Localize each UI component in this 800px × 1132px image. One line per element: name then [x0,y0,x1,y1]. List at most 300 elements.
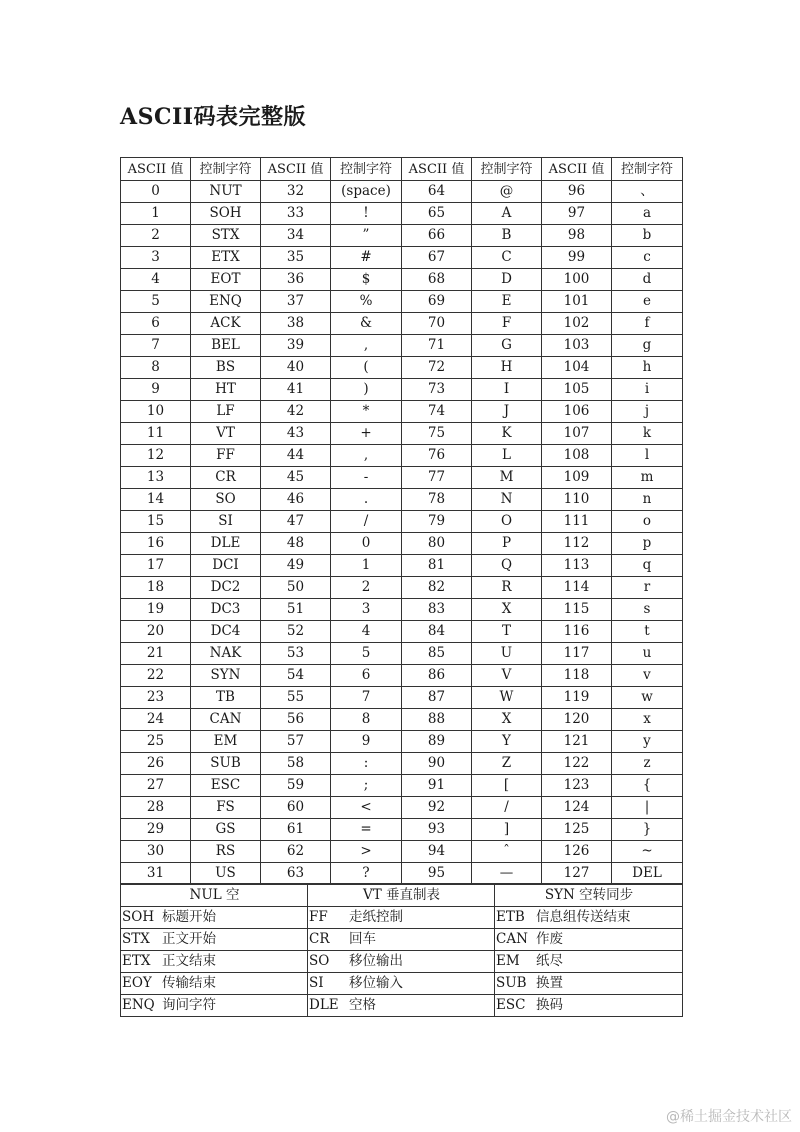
ascii-value-cell: 104 [542,357,612,379]
table-row [121,863,683,885]
legend-header: SYN 空转同步 [495,884,683,907]
legend-description: 回车 [349,931,376,947]
character-cell: , [331,445,402,467]
character-cell: K [472,423,542,445]
legend-code: SOH [122,909,155,925]
legend-cell [121,907,308,929]
column-header: ASCII 值 [121,158,191,181]
ascii-value-cell: 70 [402,313,472,335]
table-row [121,445,683,467]
character-cell: < [331,797,402,819]
ascii-value-cell: 3 [121,247,191,269]
ascii-value-cell: 74 [402,401,472,423]
legend-cell [495,907,683,929]
legend-cell [308,951,495,973]
character-cell: ” [331,225,402,247]
ascii-value-cell: 91 [402,775,472,797]
character-cell: p [612,533,683,555]
character-cell: 6 [331,665,402,687]
ascii-value-cell: 101 [542,291,612,313]
ascii-value-cell: 73 [402,379,472,401]
ascii-value-cell: 67 [402,247,472,269]
column-header: 控制字符 [331,158,402,181]
character-cell: 4 [331,621,402,643]
legend-description: 移位输入 [349,975,403,991]
legend-row [121,973,683,995]
character-cell: l [612,445,683,467]
character-cell: ; [331,775,402,797]
ascii-value-cell: 36 [261,269,331,291]
ascii-value-cell: 92 [402,797,472,819]
ascii-value-cell: 32 [261,181,331,203]
ascii-value-cell: 89 [402,731,472,753]
character-cell: ESC [191,775,261,797]
character-cell: W [472,687,542,709]
table-row [121,291,683,313]
ascii-value-cell: 125 [542,819,612,841]
character-cell: . [331,489,402,511]
ascii-value-cell: 25 [121,731,191,753]
character-cell: D [472,269,542,291]
character-cell: = [331,819,402,841]
ascii-value-cell: 110 [542,489,612,511]
character-cell: DC4 [191,621,261,643]
character-cell: SUB [191,753,261,775]
character-cell: c [612,247,683,269]
ascii-value-cell: 78 [402,489,472,511]
character-cell: SO [191,489,261,511]
table-body [121,181,683,885]
character-cell: A [472,203,542,225]
legend-header: VT 垂直制表 [308,884,495,907]
ascii-value-cell: 63 [261,863,331,885]
character-cell: I [472,379,542,401]
character-cell: f [612,313,683,335]
ascii-value-cell: 56 [261,709,331,731]
ascii-value-cell: 77 [402,467,472,489]
character-cell: 0 [331,533,402,555]
ascii-value-cell: 11 [121,423,191,445]
character-cell: a [612,203,683,225]
ascii-value-cell: 85 [402,643,472,665]
legend-cell [121,951,308,973]
ascii-value-cell: 61 [261,819,331,841]
character-cell: EOT [191,269,261,291]
character-cell: } [612,819,683,841]
ascii-value-cell: 54 [261,665,331,687]
character-cell: g [612,335,683,357]
table-row [121,401,683,423]
ascii-value-cell: 97 [542,203,612,225]
ascii-value-cell: 19 [121,599,191,621]
character-cell: 5 [331,643,402,665]
character-cell: : [331,753,402,775]
ascii-value-cell: 90 [402,753,472,775]
character-cell: B [472,225,542,247]
legend-code: STX [122,931,150,947]
character-cell: 、 [612,181,683,203]
character-cell: w [612,687,683,709]
legend-description: 换置 [536,975,563,991]
character-cell: Z [472,753,542,775]
table-row [121,753,683,775]
table-row [121,599,683,621]
ascii-value-cell: 121 [542,731,612,753]
character-cell: ] [472,819,542,841]
character-cell: / [331,511,402,533]
table-row [121,819,683,841]
ascii-value-cell: 49 [261,555,331,577]
table-row [121,621,683,643]
ascii-value-cell: 39 [261,335,331,357]
legend-cell [308,973,495,995]
character-cell: q [612,555,683,577]
ascii-value-cell: 103 [542,335,612,357]
ascii-value-cell: 113 [542,555,612,577]
legend-row [121,907,683,929]
ascii-value-cell: 12 [121,445,191,467]
character-cell: ! [331,203,402,225]
character-cell: ENQ [191,291,261,313]
character-cell: TB [191,687,261,709]
legend-description: 移位输出 [349,953,403,969]
ascii-value-cell: 99 [542,247,612,269]
ascii-value-cell: 71 [402,335,472,357]
ascii-value-cell: 40 [261,357,331,379]
character-cell: 7 [331,687,402,709]
character-cell: LF [191,401,261,423]
character-cell: US [191,863,261,885]
character-cell: C [472,247,542,269]
table-row [121,247,683,269]
ascii-value-cell: 16 [121,533,191,555]
table-row [121,423,683,445]
legend-code: SUB [496,975,527,991]
legend-description: 换码 [536,997,563,1013]
ascii-value-cell: 87 [402,687,472,709]
ascii-value-cell: 4 [121,269,191,291]
character-cell: & [331,313,402,335]
legend-code: ENQ [122,997,155,1013]
character-cell: R [472,577,542,599]
legend-code: FF [309,909,328,925]
character-cell: % [331,291,402,313]
character-cell: v [612,665,683,687]
ascii-value-cell: 18 [121,577,191,599]
character-cell: ˆ [472,841,542,863]
ascii-value-cell: 59 [261,775,331,797]
ascii-value-cell: 79 [402,511,472,533]
legend-code: CAN [496,931,528,947]
ascii-value-cell: 9 [121,379,191,401]
character-cell: F [472,313,542,335]
ascii-value-cell: 24 [121,709,191,731]
legend-code: DLE [309,997,339,1013]
ascii-value-cell: 38 [261,313,331,335]
ascii-value-cell: 122 [542,753,612,775]
character-cell: { [612,775,683,797]
ascii-value-cell: 62 [261,841,331,863]
character-cell: J [472,401,542,423]
ascii-value-cell: 116 [542,621,612,643]
legend-code: SO [309,953,330,969]
ascii-value-cell: 5 [121,291,191,313]
ascii-value-cell: 41 [261,379,331,401]
character-cell: [ [472,775,542,797]
character-cell: t [612,621,683,643]
table-row [121,357,683,379]
legend-description: 信息组传送结束 [536,909,631,925]
ascii-value-cell: 93 [402,819,472,841]
character-cell: Q [472,555,542,577]
character-cell: H [472,357,542,379]
character-cell: P [472,533,542,555]
ascii-value-cell: 2 [121,225,191,247]
page-title: ASCII码表完整版 [120,104,307,130]
character-cell: , [331,335,402,357]
ascii-value-cell: 111 [542,511,612,533]
table-header-row [121,158,683,181]
ascii-value-cell: 46 [261,489,331,511]
character-cell: FF [191,445,261,467]
column-header: ASCII 值 [261,158,331,181]
character-cell: + [331,423,402,445]
character-cell: STX [191,225,261,247]
legend-row [121,995,683,1017]
ascii-value-cell: 60 [261,797,331,819]
character-cell: b [612,225,683,247]
ascii-value-cell: 7 [121,335,191,357]
character-cell: u [612,643,683,665]
character-cell: DC3 [191,599,261,621]
ascii-value-cell: 123 [542,775,612,797]
ascii-value-cell: 27 [121,775,191,797]
ascii-value-cell: 13 [121,467,191,489]
ascii-value-cell: 14 [121,489,191,511]
ascii-value-cell: 83 [402,599,472,621]
table-row [121,709,683,731]
character-cell: # [331,247,402,269]
ascii-value-cell: 17 [121,555,191,577]
ascii-value-cell: 68 [402,269,472,291]
legend-code: ETB [496,909,525,925]
ascii-value-cell: 100 [542,269,612,291]
character-cell: FS [191,797,261,819]
ascii-value-cell: 94 [402,841,472,863]
ascii-value-cell: 30 [121,841,191,863]
legend-cell [495,929,683,951]
ascii-value-cell: 45 [261,467,331,489]
character-cell: DEL [612,863,683,885]
ascii-value-cell: 84 [402,621,472,643]
ascii-value-cell: 52 [261,621,331,643]
character-cell: CAN [191,709,261,731]
ascii-value-cell: 57 [261,731,331,753]
ascii-value-cell: 65 [402,203,472,225]
column-header: 控制字符 [472,158,542,181]
character-cell: $ [331,269,402,291]
table-row [121,269,683,291]
ascii-value-cell: 98 [542,225,612,247]
character-cell: — [472,863,542,885]
ascii-value-cell: 64 [402,181,472,203]
legend-description: 作废 [536,931,563,947]
character-cell: DC2 [191,577,261,599]
legend-cell [495,951,683,973]
watermark: @稀土掘金技术社区 [666,1109,792,1125]
character-cell: V [472,665,542,687]
legend-description: 空格 [349,997,376,1013]
ascii-value-cell: 126 [542,841,612,863]
legend-code: SI [309,975,324,991]
ascii-value-cell: 47 [261,511,331,533]
character-cell: m [612,467,683,489]
character-cell: z [612,753,683,775]
ascii-value-cell: 48 [261,533,331,555]
column-header: ASCII 值 [402,158,472,181]
ascii-table [120,157,683,885]
character-cell: O [472,511,542,533]
ascii-value-cell: 120 [542,709,612,731]
legend-header: NUL 空 [121,884,308,907]
ascii-value-cell: 76 [402,445,472,467]
ascii-value-cell: 15 [121,511,191,533]
ascii-value-cell: 107 [542,423,612,445]
character-cell: G [472,335,542,357]
legend-body [121,907,683,1017]
character-cell: NUT [191,181,261,203]
character-cell: 2 [331,577,402,599]
character-cell: h [612,357,683,379]
ascii-value-cell: 58 [261,753,331,775]
character-cell: n [612,489,683,511]
table-row [121,775,683,797]
character-cell: SYN [191,665,261,687]
character-cell: 9 [331,731,402,753]
table-row [121,467,683,489]
table-row [121,643,683,665]
ascii-value-cell: 55 [261,687,331,709]
ascii-value-cell: 80 [402,533,472,555]
character-cell: | [612,797,683,819]
ascii-value-cell: 23 [121,687,191,709]
ascii-value-cell: 0 [121,181,191,203]
table-row [121,687,683,709]
character-cell: 8 [331,709,402,731]
ascii-value-cell: 114 [542,577,612,599]
character-cell: 3 [331,599,402,621]
ascii-value-cell: 26 [121,753,191,775]
ascii-value-cell: 102 [542,313,612,335]
character-cell: @ [472,181,542,203]
character-cell: DLE [191,533,261,555]
character-cell: ~ [612,841,683,863]
column-header: ASCII 值 [542,158,612,181]
ascii-value-cell: 117 [542,643,612,665]
ascii-value-cell: 33 [261,203,331,225]
character-cell: NAK [191,643,261,665]
legend-code: ESC [496,997,526,1013]
ascii-value-cell: 118 [542,665,612,687]
character-cell: N [472,489,542,511]
character-cell: - [331,467,402,489]
ascii-value-cell: 72 [402,357,472,379]
character-cell: GS [191,819,261,841]
legend-description: 传输结束 [162,975,216,991]
character-cell: (space) [331,181,402,203]
table-row [121,797,683,819]
ascii-value-cell: 6 [121,313,191,335]
ascii-value-cell: 69 [402,291,472,313]
legend-row [121,951,683,973]
ascii-value-cell: 106 [542,401,612,423]
ascii-value-cell: 124 [542,797,612,819]
ascii-value-cell: 109 [542,467,612,489]
ascii-value-cell: 75 [402,423,472,445]
legend-code: EOY [122,975,152,991]
character-cell: E [472,291,542,313]
character-cell: HT [191,379,261,401]
ascii-value-cell: 115 [542,599,612,621]
character-cell: BS [191,357,261,379]
character-cell: i [612,379,683,401]
table-row [121,225,683,247]
ascii-value-cell: 35 [261,247,331,269]
ascii-value-cell: 53 [261,643,331,665]
legend-description: 正文开始 [162,931,216,947]
ascii-value-cell: 88 [402,709,472,731]
legend-table [120,883,683,1017]
character-cell: ACK [191,313,261,335]
character-cell: CR [191,467,261,489]
character-cell: X [472,599,542,621]
legend-header-row [121,884,683,907]
ascii-value-cell: 31 [121,863,191,885]
legend-code: EM [496,953,520,969]
table-row [121,841,683,863]
ascii-value-cell: 28 [121,797,191,819]
character-cell: U [472,643,542,665]
ascii-value-cell: 37 [261,291,331,313]
ascii-value-cell: 119 [542,687,612,709]
character-cell: T [472,621,542,643]
table-row [121,731,683,753]
character-cell: RS [191,841,261,863]
ascii-value-cell: 96 [542,181,612,203]
ascii-value-cell: 29 [121,819,191,841]
ascii-value-cell: 127 [542,863,612,885]
table-row [121,379,683,401]
legend-description: 纸尽 [536,953,563,969]
table-row [121,203,683,225]
character-cell: EM [191,731,261,753]
legend-description: 走纸控制 [349,909,403,925]
legend-cell [121,995,308,1017]
ascii-value-cell: 50 [261,577,331,599]
character-cell: k [612,423,683,445]
character-cell: ( [331,357,402,379]
character-cell: > [331,841,402,863]
character-cell: VT [191,423,261,445]
legend-description: 标题开始 [162,909,216,925]
ascii-value-cell: 34 [261,225,331,247]
character-cell: o [612,511,683,533]
character-cell: j [612,401,683,423]
character-cell: M [472,467,542,489]
character-cell: SI [191,511,261,533]
legend-cell [495,973,683,995]
character-cell: / [472,797,542,819]
